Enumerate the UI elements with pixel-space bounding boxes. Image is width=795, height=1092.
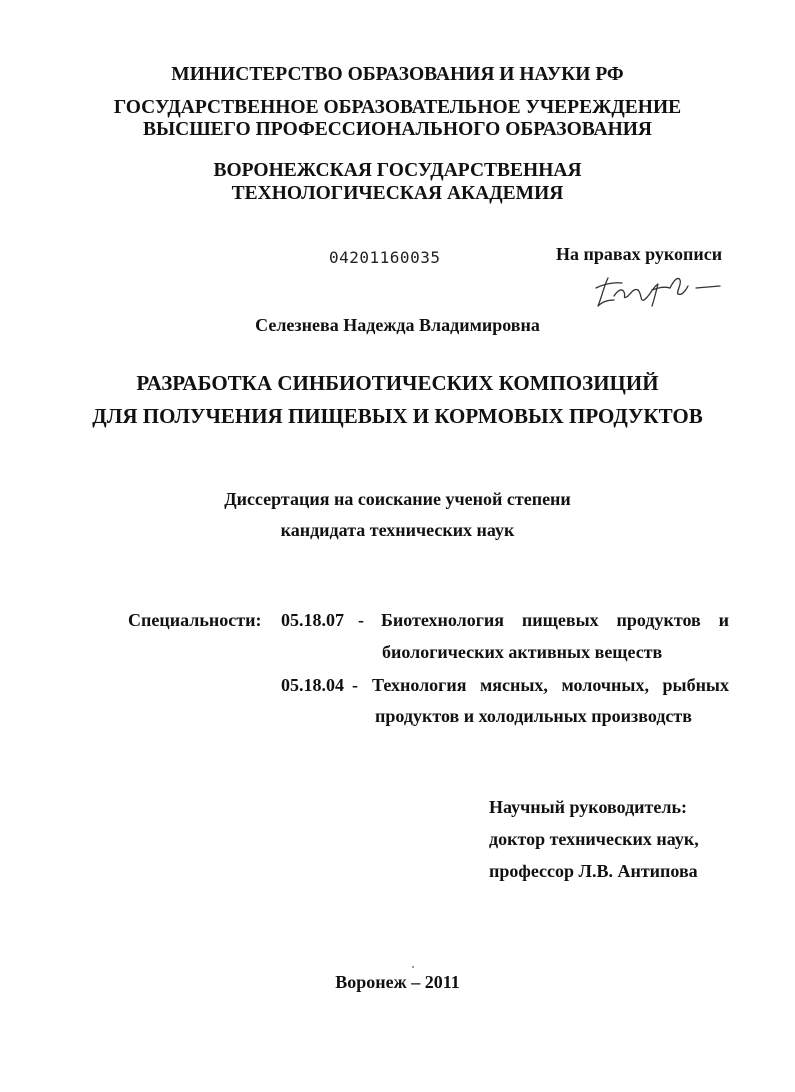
specialty-dash: - (358, 610, 364, 630)
author-name: Селезнева Надежда Владимировна (255, 315, 540, 335)
document-number: 04201160035 (329, 248, 441, 267)
specialty-name-line1: Биотехнология пищевых продуктов и (381, 610, 729, 630)
degree-line1: Диссертация на соискание ученой степени (224, 489, 571, 509)
academy-heading-line1: ВОРОНЕЖСКАЯ ГОСУДАРСТВЕННАЯ (213, 160, 582, 181)
dissertation-title-line2: ДЛЯ ПОЛУЧЕНИЯ ПИЩЕВЫХ И КОРМОВЫХ ПРОДУКТОВ (92, 404, 703, 428)
scan-speck (412, 966, 414, 968)
specialty-code: 05.18.07 (281, 610, 344, 630)
dissertation-title-line1: РАЗРАБОТКА СИНБИОТИЧЕСКИХ КОМПОЗИЦИЙ (136, 371, 659, 395)
supervisor-label: Научный руководитель: (489, 797, 687, 817)
signature-image (592, 266, 722, 312)
supervisor-degree: доктор технических наук, (489, 829, 699, 849)
supervisor-name: профессор Л.В. Антипова (489, 861, 698, 881)
specialty-name-line2: продуктов и холодильных производств (375, 706, 692, 726)
specialties-label: Специальности: (128, 610, 262, 630)
specialty-name-line1: Технология мясных, молочных, рыбных (372, 675, 729, 695)
institution-heading-line1: ГОСУДАРСТВЕННОЕ ОБРАЗОВАТЕЛЬНОЕ УЧЕРЕЖДЕНИЕ (113, 97, 682, 118)
ministry-heading: МИНИСТЕРСТВО ОБРАЗОВАНИЯ И НАУКИ РФ (171, 64, 624, 85)
specialty-code: 05.18.04 (281, 675, 344, 695)
city-year: Воронеж – 2011 (335, 972, 460, 992)
degree-line2: кандидата технических наук (280, 520, 515, 540)
specialty-name-line2: биологических активных веществ (382, 642, 663, 662)
institution-heading-line2: ВЫСШЕГО ПРОФЕССИОНАЛЬНОГО ОБРАЗОВАНИЯ (142, 119, 653, 140)
rights-label: На правах рукописи (556, 244, 723, 264)
specialty-dash: - (352, 675, 358, 695)
academy-heading-line2: ТЕХНОЛОГИЧЕСКАЯ АКАДЕМИЯ (231, 183, 564, 204)
